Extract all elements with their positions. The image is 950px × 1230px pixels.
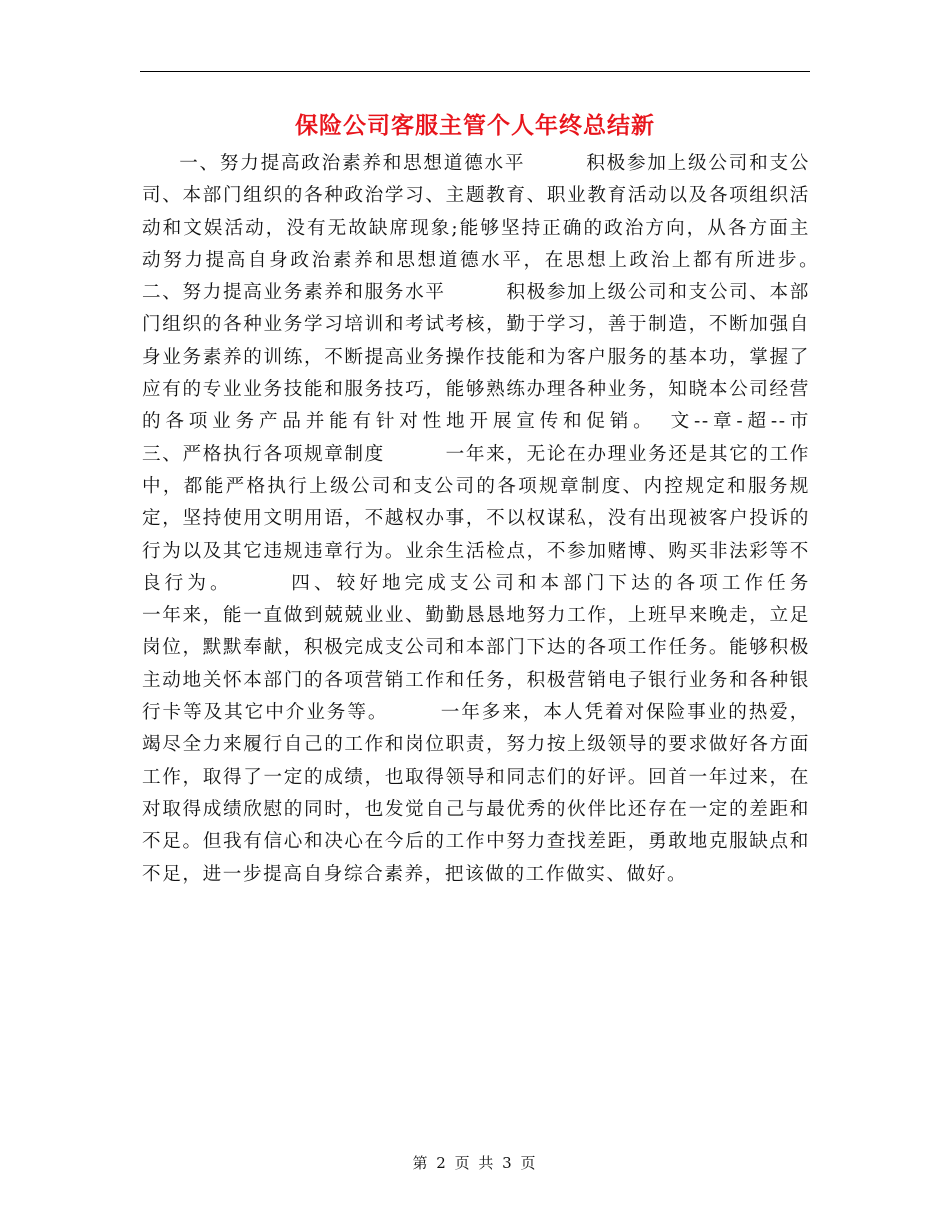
document-title: 保险公司客服主管个人年终总结新 — [295, 112, 655, 139]
header-rule — [140, 71, 810, 72]
page-number-footer: 第 2 页 共 3 页 — [412, 1154, 538, 1172]
document-body: 一、努力提高政治素养和思想道德水平 积极参加上级公司和支公司、本部门组织的各种政治学习、主题教育、职业教育活动以及各项组织活动和文娱活动，没有无故缺席现象;能够坚持正确的政治方向，从各方面主动努力提高自身政治素养和思想道德水平，在思想上政治上都有所进步。 二、努力提高业务素养和服务水平 积极参加上级公司和支公司、本部门组织的各种业务学习培训和考试考核，勤于学习，善于制造，不断加强自身业务素养的训练，不断提高业务操作技能和为客户服务的基本功，掌握了应有的专业业务技能和服务技巧，能够熟练办理各种业务，知晓本公司经营的各项业务产品并能有针对性地开展宣传和促销。 文--章-超--市 三、严格执行各项规章制度 一年来，无论在办理业务还是其它的工作中，都能严格执行上级公司和支公司的各项规章制度、内控规定和服务规定，坚持使用文明用语，不越权办事，不以权谋私，没有出现被客户投诉的行为以及其它违规违章行为。业余生活检点，不参加赌博、购买非法彩等不良行为。 四、较好地完成支公司和本部门下达的各项工作任务 一年来，能一直做到兢兢业业、勤勤恳恳地努力工作，上班早来晚走，立足岗位，默默奉献，积极完成支公司和本部门下达的各项工作任务。能够积极主动地关怀本部门的各项营销工作和任务，积极营销电子银行业务和各种银行卡等及其它中介业务等。 一年多来，本人凭着对保险事业的热爱，竭尽全力来履行自己的工作和岗位职责，努力按上级领导的要求做好各方面工作，取得了一定的成绩，也取得领导和同志们的好评。回首一年过来，在对取得成绩欣慰的同时，也发觉自己与最优秀的伙伴比还存在一定的差距和不足。但我有信心和决心在今后的工作中努力查找差距，勇敢地克服缺点和不足，进一步提高自身综合素养，把该做的工作做实、做好。 — [142, 153, 871, 885]
